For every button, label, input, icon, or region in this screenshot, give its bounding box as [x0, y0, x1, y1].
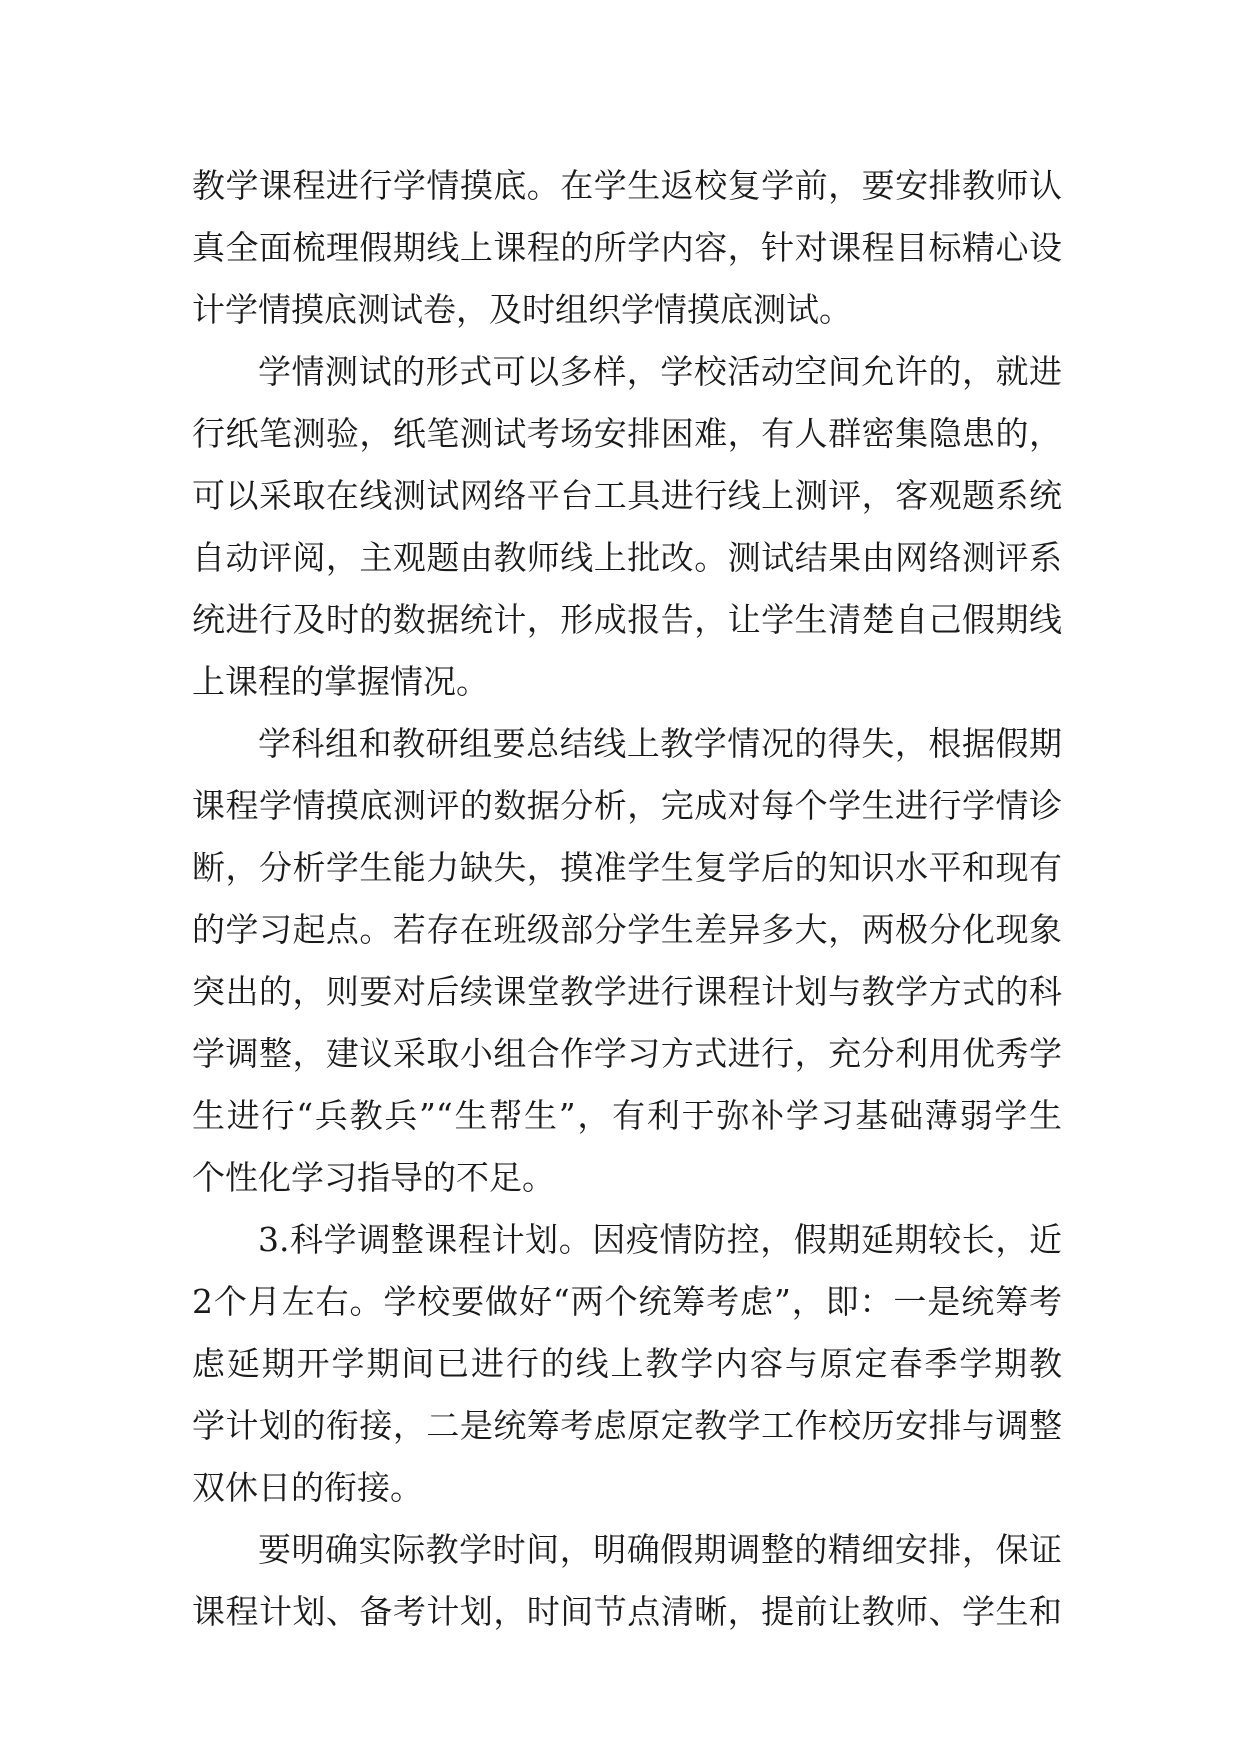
paragraph-1-line-3: 计学情摸底测试卷，及时组织学情摸底测试。 [192, 290, 852, 329]
paragraph-4-line-1: 3.科学调整课程计划。因疫情防控，假期延期较长，近 [258, 1220, 1062, 1259]
paragraph-4-line-4: 学计划的衔接，二是统筹考虑原定教学工作校历安排与调整 [192, 1406, 1062, 1445]
paragraph-4-line-3: 虑延期开学期间已进行的线上教学内容与原定春季学期教 [192, 1344, 1062, 1383]
paragraph-3-line-5: 突出的，则要对后续课堂教学进行课程计划与教学方式的科 [192, 972, 1062, 1011]
paragraph-2-line-5: 统进行及时的数据统计，形成报告，让学生清楚自己假期线 [192, 600, 1062, 639]
paragraph-2-line-1: 学情测试的形式可以多样，学校活动空间允许的，就进 [258, 352, 1062, 391]
paragraph-1-line-1: 教学课程进行学情摸底。在学生返校复学前，要安排教师认 [192, 166, 1062, 205]
paragraph-5-line-2: 课程计划、备考计划，时间节点清晰，提前让教师、学生和 [192, 1592, 1062, 1631]
paragraph-3-line-2: 课程学情摸底测评的数据分析，完成对每个学生进行学情诊 [192, 786, 1062, 825]
paragraph-4-line-2: 2个月左右。学校要做好“两个统筹考虑”，即：一是统筹考 [192, 1282, 1062, 1321]
paragraph-2-line-6: 上课程的掌握情况。 [192, 662, 489, 701]
paragraph-3-line-1: 学科组和教研组要总结线上教学情况的得失，根据假期 [258, 724, 1062, 763]
paragraph-1-line-2: 真全面梳理假期线上课程的所学内容，针对课程目标精心设 [192, 228, 1062, 267]
paragraph-2-line-4: 自动评阅，主观题由教师线上批改。测试结果由网络测评系 [192, 538, 1062, 577]
paragraph-3-line-4: 的学习起点。若存在班级部分学生差异多大，两极分化现象 [192, 910, 1062, 949]
document-body [192, 155, 1062, 1643]
paragraph-2-line-3: 可以采取在线测试网络平台工具进行线上测评，客观题系统 [192, 476, 1062, 515]
paragraph-4-line-5: 双休日的衔接。 [192, 1468, 423, 1507]
paragraph-3-line-8: 个性化学习指导的不足。 [192, 1158, 555, 1197]
paragraph-3-line-3: 断，分析学生能力缺失，摸准学生复学后的知识水平和现有 [192, 848, 1062, 887]
paragraph-5-line-1: 要明确实际教学时间，明确假期调整的精细安排，保证 [258, 1530, 1062, 1569]
paragraph-3-line-7: 生进行“兵教兵”“生帮生”，有利于弥补学习基础薄弱学生 [192, 1096, 1062, 1135]
paragraph-2-line-2: 行纸笔测验，纸笔测试考场安排困难，有人群密集隐患的， [192, 414, 1062, 453]
paragraph-3-line-6: 学调整，建议采取小组合作学习方式进行，充分利用优秀学 [192, 1034, 1062, 1073]
